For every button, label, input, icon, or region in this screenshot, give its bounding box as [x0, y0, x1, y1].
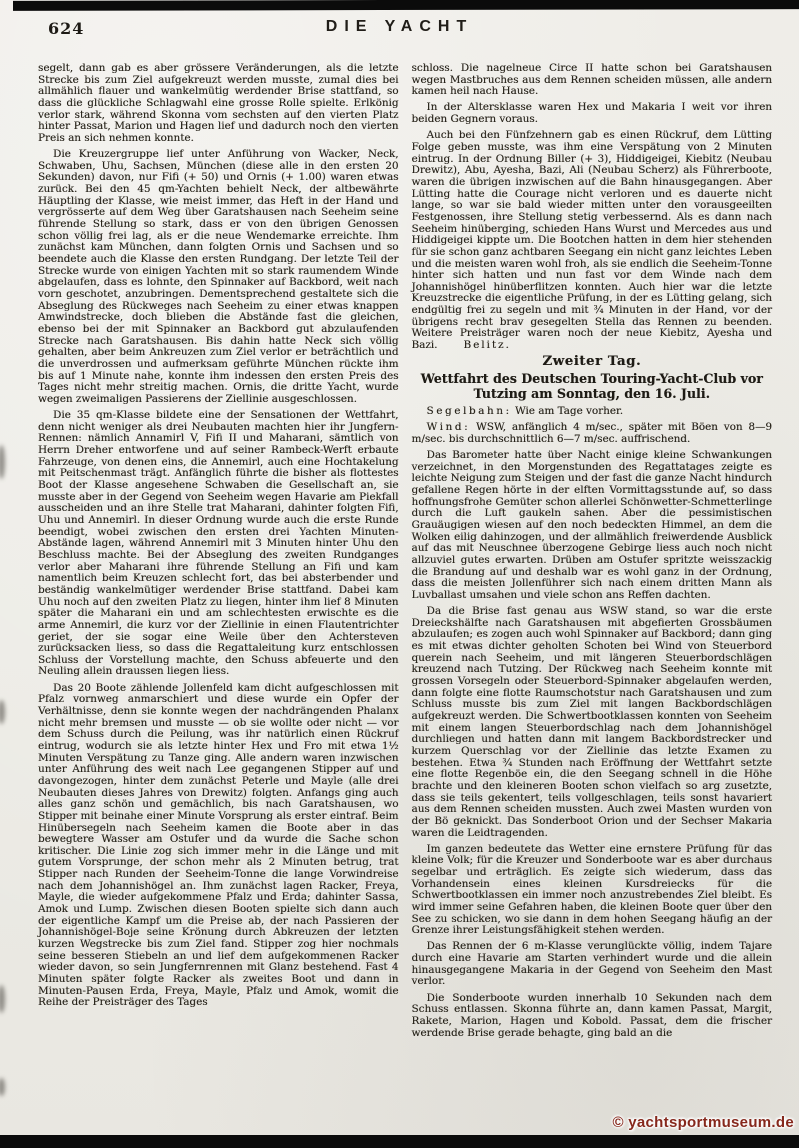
right-column-top [412, 63, 773, 126]
paragraph: Das Rennen der 6 m-Klasse verunglückte völlig, indem Tajare durch eine Havarie am Starten verhindert wurde und die allein hinausgegangene Makaria in der Gegend von Seeheim den Mast verlor. [411, 940, 772, 988]
wind-text: WSW, anfänglich 4 m/sec., später mit Böen von 8—9 m/sec. bis durchschnittlich 6—7 m/sec. auffrischend. [411, 421, 772, 445]
paragraph: segelt, dann gab es aber grössere Veränderungen, als die letzte Strecke bis zum Ziel aufgekreuzt werden musste, zumal dies bei allmählich flauer und wankelmütig werdender Brise stattfand, so dass die glückliche Schlagwahl eine grosse Rolle spielte. Erlkönig verlor stark, während Skonna vom sechsten auf den vierten Platz hinter Passat, Marion und Hagen lief und dadurch noch den vierten Preis an sich nehmen konnte. [38, 62, 399, 144]
paragraph: Die 35 qm-Klasse bildete eine der Sensationen der Wettfahrt, denn nicht weniger als drei Neubauten machten hier ihr Jungfern-Rennen: nämlich Annamirl V, Fifi II und Maharani, sämtlich von Herrn Dreher entworfene und auf seiner Rambeck-Werft erbaute Fahrzeuge, von denen eins, die Annemirl, auch eine Hochtakelung mit Peitschenmast trägt. Anfänglich führte die bisher als flottestes Boot der Klasse angesehene Schwaben die Gesellschaft an, sie musste aber in der Gegend von Seeheim wegen Havarie am Piekfall ausscheiden und an ihre Stelle trat Maharani, dahinter folgten Fifi, Uhu und Annemirl. In dieser Ordnung wurde auch die erste Runde beendigt, wobei zwischen den ersten drei Yachten Minuten-Abstände lagen, während Annemirl mit 3 Minuten hinter Uhu den Beschluss machte. Bei der Abseglung des zweiten Rundganges verlor aber Maharani ihre führende Stellung an Fifi und kam namentlich beim Kreuzen schlecht fort, das bei absterbender und beständig wankelmütiger werdender Brise stattfand. Dabei kam Uhu noch auf den zweiten Platz zu liegen, hinter ihm lief 8 Minuten später die Maharani ein und am schlechtesten erwischte es die arme Annemirl, die kurz vor der Ziellinie in einen Flautentrichter geriet, der sie sogar eine Weile über den Achtersteven zurücksacken liess, so dass die Regattaleitung kurz entschlossen Schluss der Vorstellung machte, den Schuss abfeuerte und den Neuling allein draussen liegen liess. [38, 409, 399, 678]
paragraph: Die Kreuzergruppe lief unter Anführung von Wacker, Neck, Schwaben, Uhu, Sachsen, München (diese alle in den ersten 20 Sekunden) davon, nur Fifi (+ 50) und Ornis (+ 1.00) waren etwas zurück. Bei den 45 qm-Yachten behielt Neck, der altbewährte Häuptling der Klasse, wie meist immer, das Heft in der Hand und vergrösserte auf dem Weg über Garatshausen nach Seeheim seine führende Stellung so stark, dass er von den übrigen Genossen schon völlig frei lag, als er die neue Wendemarke erreichte. Ihm zunächst kam München, dann folgten Ornis und Sachsen und so beendete auch die Klasse den ersten Rundgang. Der letzte Teil der Strecke wurde von einigen Yachten mit so stark raumendem Winde abgelaufen, dass es lohnte, den Spinnaker auf Backbord, weit nach vorn geschotet, anzubringen. Dementsprechend gestaltete sich die Abseglung des Rückweges nach Seeheim zu einer etwas knappen Amwindstrecke, doch blieben die Abstände fast die gleichen, ebenso bei der mit Spinnaker an Backbord gut abzulaufenden Strecke nach Garatshausen. Bis dahin hatte Neck sich völlig gehalten, aber beim Ankreuzen zum Ziel verlor er beträchtlich und die unverdrossen und aufmerksam geführte München rückte ihm bis auf 1 Minute nahe, konnte ihm indessen den ersten Preis des Tages nicht mehr streitig machen. Ornis, die dritte Yacht, wurde wegen zweimaligen Passierens der Ziellinie ausgeschlossen. [38, 148, 399, 405]
paragraph: Da die Brise fast genau aus WSW stand, so war die erste Dreieckshälfte nach Garatshausen mit abgefierten Grossbäumen abzulaufen; es zogen auch wohl Spinnaker auf Backbord; dann ging es mit etwas dichter geholten Schoten bei Wind von Steuerbord querein nach Seeheim, und mit längeren Steuerbordschlägen kreuzend nach Tutzing. Der Rückweg nach Seeheim konnte mit grossen Vorsegeln oder Steuerbord-Spinnaker abgelaufen werden, dann folgte eine flotte Raumschotstur nach Garatshausen und zum Schluss musste bis zum Ziel mit langen Backbordschlägen aufgekreuzt werden. Die Schwertbootklassen konnten von Seeheim mit einem langen Steuerbordschlag nach dem Johannishögel durchliegen und hatten dann mit langem Backbordstrecker und kurzem Querschlag vor der Ziellinie das letzte Examen zu bestehen. Etwa ¾ Stunden nach Eröffnung der Wettfahrt setzte eine flotte Regenböe ein, die den Seegang schnell in die Höhe brachte und den kleineren Booten schon vielfach so arg zusetzte, dass sie teils gekentert, teils vollgeschlagen, teils sonst havariert aus dem Rennen scheiden mussten. Auch zwei Masten wurden von der Bö geknickt. Das Sonderboot Orion und der Sechser Makaria waren die Leidtragenden. [411, 605, 772, 839]
article-body [38, 63, 772, 1044]
right-column [412, 63, 773, 1044]
paragraph: In der Altersklasse waren Hex und Makaria I weit vor ihren beiden Gegnern voraus. [411, 101, 772, 126]
paragraph-wind [412, 422, 773, 445]
paragraph-fuenfzehner [412, 130, 773, 351]
paragraph: Die Sonderboote wurden innerhalb 10 Sekunden nach dem Schuss entlassen. Skonna führte an, dann kamen Passat, Margit, Rakete, Marion, Hagen und Kobold. Passat, dem die frischer werdende Brise gerade behagte, ging bald an die [411, 991, 772, 1039]
paragraph: schloss. Die nagelneue Circe II hatte schon bei Garatshausen wegen Mastbruches aus dem Rennen scheiden müssen, alle andern kamen heil nach Hause. [411, 62, 772, 98]
paragraph: Im ganzen bedeutete das Wetter eine ernstere Prüfung für das kleine Volk; für die Kreuzer und Sonderboote war es aber durchaus segelbar und erträglich. Es zeigte sich wiederum, dass das Vorhandensein eines kleinen Kursdreiecks für die Schwertbootklassen ein immer noch anzustrebendes Ziel bleibt. Es wird immer seine Gefahren haben, die kleinen Boote quer über den See zu schicken, wo sie dann in dem hohen Seegang häufig an der Grenze ihrer Leistungsfähigkeit stehen werden. [411, 842, 772, 937]
section-heading-day: Zweiter Tag. [542, 353, 642, 370]
segelbahn-label: Segelbahn: [426, 405, 512, 418]
page-header [0, 16, 799, 44]
scan-smudge [0, 445, 5, 479]
author-signature: Belitz. [463, 339, 511, 352]
right-column-bottom [412, 450, 773, 1039]
scan-edge-top [13, 0, 799, 11]
paragraph-text: Auch bei den Fünfzehnern gab es einen Rückruf, dem Lütting Folge geben musste, was ihm eine Verspätung von 2 Minuten eintrug. In der Ordnung Biller (+ 3), Hiddigeigei, Kiebitz (Neubau Drewitz), Abu, Ayesha, Bazi, Ali (Neubau Scherz) als Führerboote, waren die übrigen inzwischen auf die Bahn hinausgegangen. Aber Lütting hatte die Courage nicht verloren und es dauerte nicht lange, so war sie bald wieder mitten unter den vorausgeeilten Festgenossen, ihre Stellung stetig verbessernd. Als es dann nach Seeheim hinüberging, schieden Hans Wurst und Mercedes aus und Hiddigeigei kippte um. Die Bootchen hatten in dem hier stehenden für sie schon ganz achtbaren Seegang ein nicht ganz leichtes Leben und die meisten waren wohl froh, als sie endlich die Seeheim-Tonne hinter sich hatten und nun fast vor dem Winde nach dem Johannishögel hinüberflitzen konnten. Auch hier war die letzte Kreuzstrecke die eigentliche Prüfung, in der es Lütting gelang, sich endgültig frei zu segeln und mit ¾ Minuten in der Hand, vor der übrigens recht brav gesegelten Stella das Rennen zu beenden. Weitere Preisträger waren noch der neue Kiebitz, Ayesha und Bazi. [411, 129, 772, 352]
scan-smudge [0, 700, 5, 724]
segelbahn-text: Wie am Tage vorher. [514, 405, 624, 418]
paragraph-segelbahn [412, 406, 773, 418]
scan-smudge [0, 985, 5, 1013]
scan-smudge [0, 1078, 5, 1096]
paragraph: Das 20 Boote zählende Jollenfeld kam dicht aufgeschlossen mit Pfalz vornweg anmarschiert und diese wurde ein Opfer der Verhältnisse, denn sie konnte wegen der nachdrängenden Phalanx nicht mehr bremsen und musste — ob sie wollte oder nicht — vor dem Schuss durch die Peilung, was ihr natürlich einen Rückruf eintrug, wodurch sie als letzte hinter Hex und Fro mit etwa 1½ Minuten Verspätung zu Tanze ging. Alle andern waren inzwischen unter Anführung des weit nach Lee gegangenen Stipper auf und davongezogen, hinter dem zunächst Peterle und Mayle (alle drei Neubauten dieses Jahres von Drewitz) folgten. Anfangs ging auch alles ganz schön und gemächlich, bis nach Garatshausen, wo Stipper mit beinahe einer Minute Vorsprung als erster eintraf. Beim Hinübersegeln nach Seeheim kamen die Boote aber in das bewegtere Wasser am Ostufer und da wurde die Sache schon kritischer. Die Linie zog sich immer mehr in die Länge und mit gutem Vorsprunge, der schon mehr als 2 Minuten betrug, trat Stipper nach Runden der Seeheim-Tonne die lange Vorwindreise nach dem Johannishögel an. Ihm zunächst lagen Racker, Freya, Mayle, die wieder aufgekommene Pfalz und Erda; dahinter Sassa, Amok und Lump. Zwischen diesen Booten spielte sich dann auch der eigentliche Kampf um die Preise ab, der nach Passieren der Johannishögel-Boje seine Krönung durch Abkreuzen der letzten kurzen Wegstrecke bis zum Ziel fand. Stipper zog hier nochmals seine besseren Stiebeln an und lief dem aufgekommenen Racker wieder davon, so sein Jungfernrennen mit Glanz bestehend. Fast 4 Minuten später folgte Racker als zweites Boot und dann in Minuten-Pausen Erda, Freya, Mayle, Pfalz und Amok, womit die Reihe der Preisträger des Tages [38, 681, 399, 1009]
paragraph: Das Barometer hatte über Nacht einige kleine Schwankungen verzeichnet, in den Morgenstunden des Regattatages zeigte es leichte Neigung zum Steigen und der fast die ganze Nacht hindurch gefallene Regen hörte in der elften Vormittagsstunde auf, so dass hoffnungsfrohe Gemüter schon allerlei Schönwetter-Schmetterlinge durch die Luft gaukeln sahen. Aber die pessimistischen Grauäugigen wiesen auf den noch bedeckten Himmel, an dem die Wolken eilig dahinzogen, und der allmählich freiwerdende Ausblick auf das mit Neuschnee überzogene Gebirge liess auch noch nicht allzuviel gutes erwarten. Drüben am Ostufer spritzte weisszackig die Brandung auf und deshalb war es wohl ganz in der Ordnung, dass die meisten Jollenführer sich nach einem dritten Mann als Luvballast umsahen und viele schon ans Reffen dachten. [411, 449, 772, 601]
wind-label: Wind: [426, 421, 471, 434]
magazine-title: DIE YACHT [325, 18, 474, 35]
section-heading-title: Wettfahrt des Deutschen Touring-Yacht-Club vor Tutzing am Sonntag, den 16. Juli. [420, 371, 763, 401]
watermark-copyright: © yachtsportmuseum.de [612, 1114, 794, 1131]
scan-edge-bottom [0, 1135, 799, 1148]
page-number: 624 [48, 19, 85, 38]
left-column [38, 63, 399, 1044]
